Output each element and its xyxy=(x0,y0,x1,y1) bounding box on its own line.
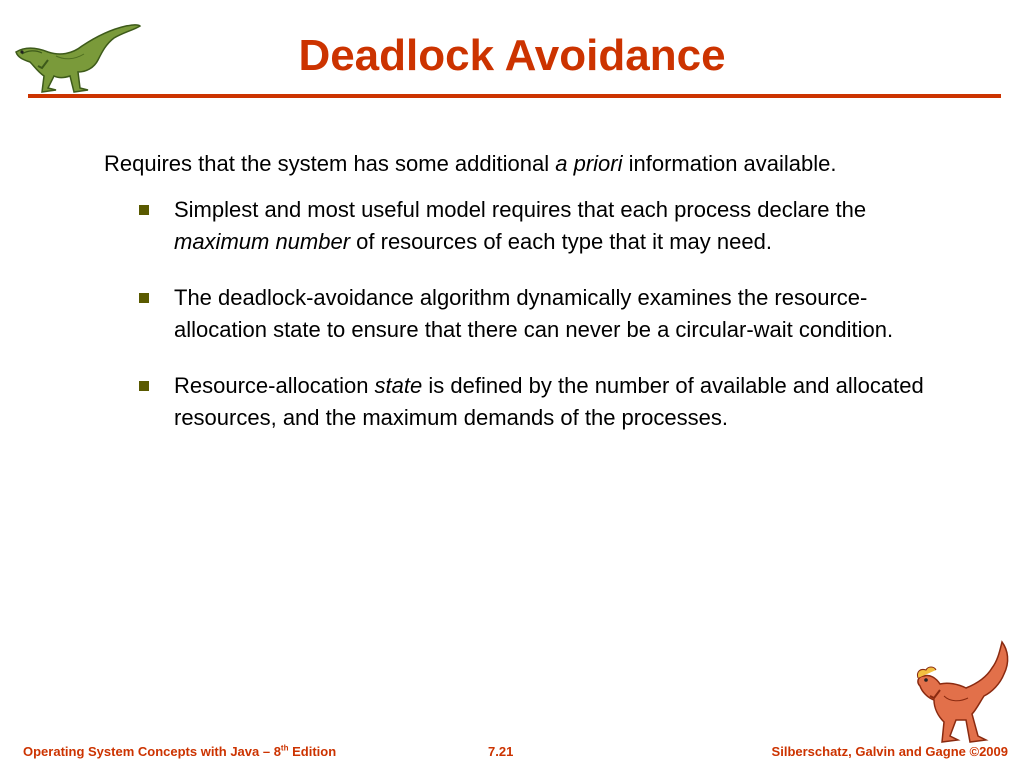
bullet-item xyxy=(174,282,924,346)
square-bullet-icon xyxy=(139,293,149,303)
footer-book-title xyxy=(23,744,336,760)
bullet-text-end: is defined by the number of available and allocated resources, and the maximum demands of the processes. xyxy=(174,373,924,430)
footer-superscript: th xyxy=(280,743,289,753)
square-bullet-icon xyxy=(139,381,149,391)
footer-edition-text: Edition xyxy=(288,744,337,759)
footer-copyright: Silberschatz, Galvin and Gagne ©2009 xyxy=(771,744,1008,759)
bullet-text: The deadlock-avoidance algorithm dynamically examines the resource-allocation state to ensure that there can never be a circular-wait condition. xyxy=(174,285,894,342)
bullet-item xyxy=(174,370,924,434)
footer-book-title-text: Operating System Concepts with Java – 8 xyxy=(23,744,281,759)
bullet-item xyxy=(174,194,924,258)
bullet-list xyxy=(104,194,924,434)
intro-text: Requires that the system has some additional xyxy=(104,151,556,176)
title-divider xyxy=(28,94,1001,98)
bullet-text-end: of resources of each type that it may need. xyxy=(350,229,772,254)
bullet-emphasis: maximum number xyxy=(174,229,351,254)
intro-emphasis: a priori xyxy=(555,151,623,176)
dinosaur-logo-icon xyxy=(904,640,1014,744)
intro-text-end: information available. xyxy=(622,151,837,176)
intro-paragraph xyxy=(104,148,924,180)
slide-title: Deadlock Avoidance xyxy=(298,31,726,80)
bullet-text: Resource-allocation xyxy=(174,373,375,398)
slide-number: 7.21 xyxy=(488,744,514,759)
square-bullet-icon xyxy=(139,205,149,215)
slide-body xyxy=(104,148,924,458)
bullet-text: Simplest and most useful model requires that each process declare the xyxy=(174,197,867,222)
bullet-emphasis: state xyxy=(374,373,423,398)
